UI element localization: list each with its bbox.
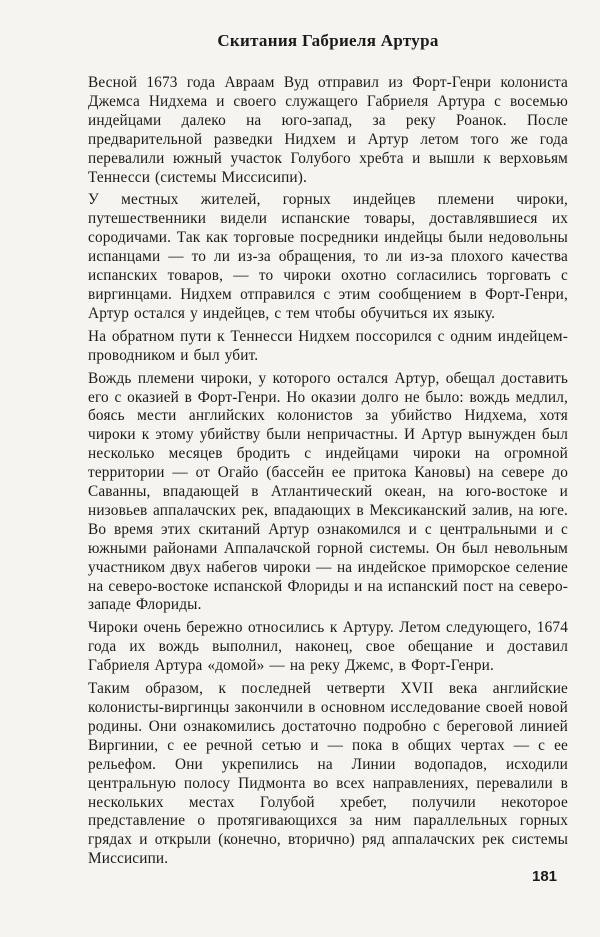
- page-body: [88, 30, 568, 873]
- paragraph-1: Весной 1673 года Авраам Вуд отправил из Форт-Генри колониста Джемса Нидхема и своего служащего Габриеля Артура с восемью индейцами далеко на юго-запад, за реку Роанок. После предварительной разведки Нидхем и Артур летом того же года перевалили южный участок Голубого хребта и вышли к верховьям Теннесси (системы Миссисипи).: [88, 74, 568, 186]
- chapter-title: Скитания Габриеля Артура: [217, 31, 439, 50]
- paragraph-6: Таким образом, к последней четверти XVII века английские колонисты-виргинцы закончили в основном исследование своей новой родины. Они ознакомились достаточно подробно с береговой линией Виргинии, с ее речной сетью и — пока в общих чертах — с ее рельефом. Они укрепились на Линии водопадов, исходили центральную полосу Пидмонта во всех направлениях, перевалили в нескольких местах Голубой хребет, получили некоторое представление о протягивающихся за ним параллельных горных грядах и открыли (конечно, вторично) ряд аппалачских рек системы Миссисипи.: [88, 680, 568, 868]
- paragraph-3: На обратном пути к Теннесси Нидхем поссорился с одним индейцем-проводником и был убит.: [88, 327, 568, 364]
- paragraph-4: Вождь племени чироки, у которого остался Артур, обещал доставить его с оказией в Форт-Генри. Но оказии долго не было: вождь медлил, боясь мести английских колонистов за убийство Нидхема, хотя чироки к этому убийству были непричастны. И Артур вынужден был несколько месяцев бродить с индейцами чироки на огромной территории — от Огайо (бассейн ее притока Кановы) на севере до Саванны, впадающей в Атлантический океан, на юго-востоке и низовьев аппалачских рек, впадающих в Мексиканский залив, на юге. Во время этих скитаний Артур ознакомился и с центральными и с южными районами Аппалачской горной системы. Он был невольным участником двух набегов чироки — на индейское приморское селение на северо-востоке испанской Флориды и на испанский пост на северо-западе Флориды.: [88, 369, 568, 614]
- paragraph-2: У местных жителей, горных индейцев племени чироки, путешественники видели испанские товары, доставлявшиеся их сородичами. Так как торговые посредники индейцы были недовольны испанцами — то ли из-за обращения, то ли из-за плохого качества испанских товаров, — то чироки охотно согласились торговать с виргинцами. Нидхем отправился с этим сообщением в Форт-Генри, Артур остался у индейцев, с тем чтобы обучиться их языку.: [88, 191, 568, 322]
- page-number: 181: [532, 868, 558, 885]
- paragraph-5: Чироки очень бережно относились к Артуру. Летом следующего, 1674 года их вождь выполнил, наконец, свое обещание и доставил Габриеля Артура «домой» — на реку Джемс, в Форт-Генри.: [88, 619, 568, 675]
